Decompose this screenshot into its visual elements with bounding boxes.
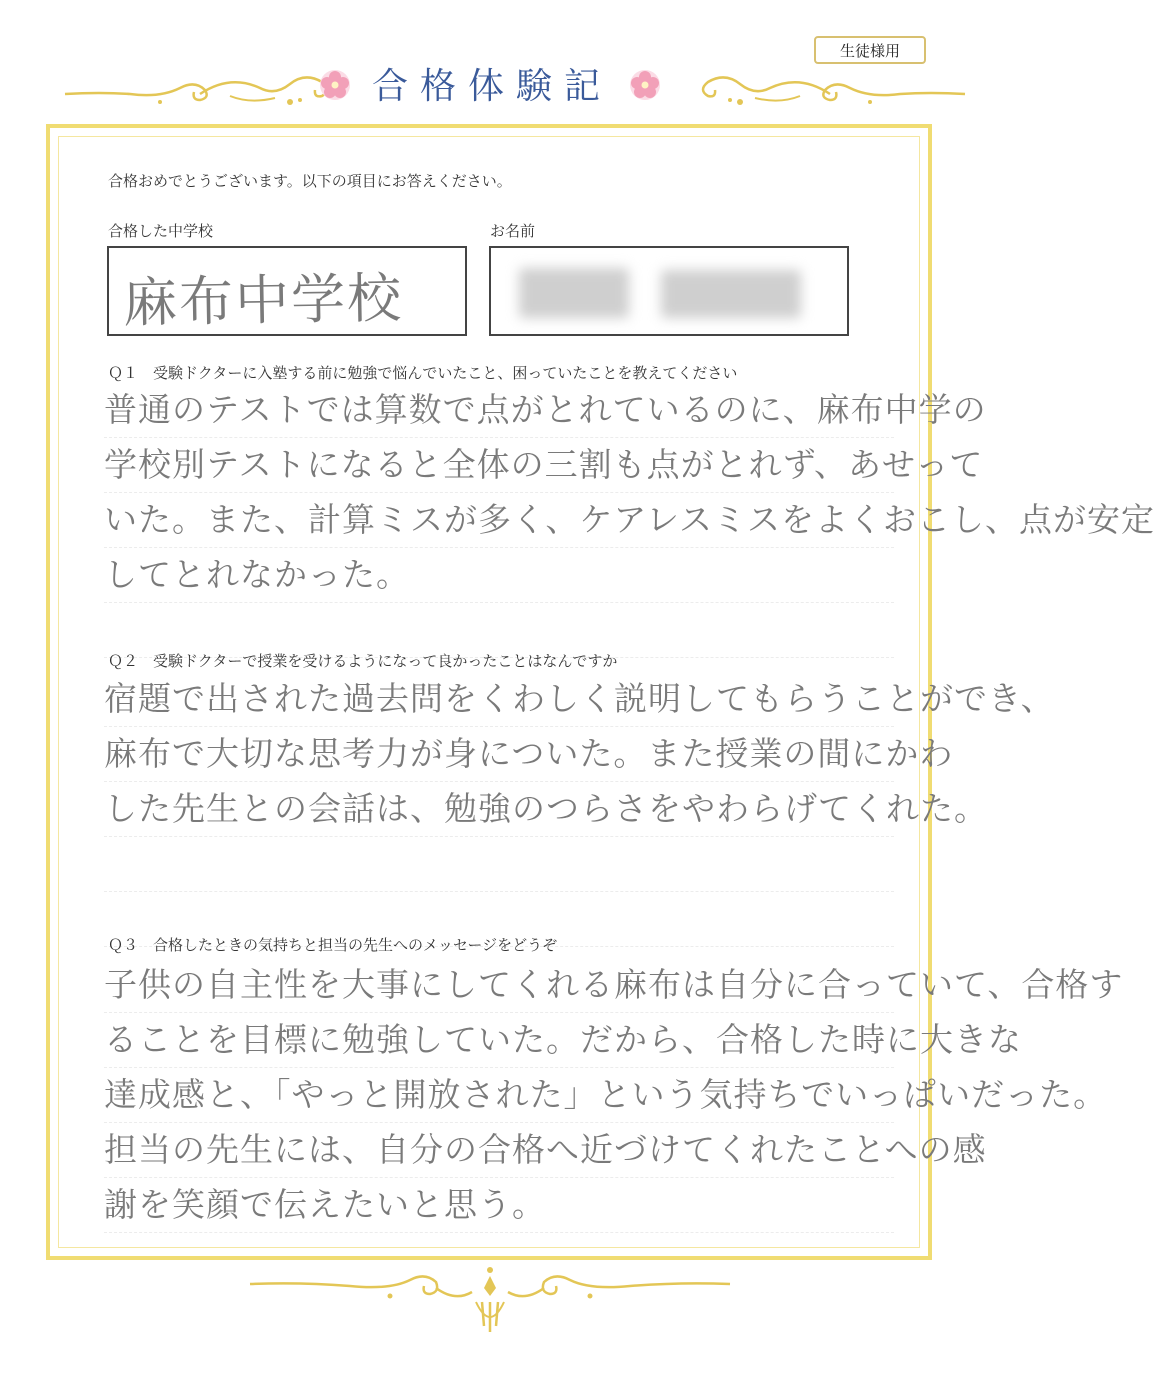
answer-line: してとれなかった。	[104, 548, 894, 603]
title-header	[0, 56, 980, 116]
redaction-blur	[519, 268, 629, 318]
q2-answer	[104, 672, 1055, 947]
answer-line	[104, 837, 894, 892]
answer-line: 担当の先生には、自分の合格へ近づけてくれたことへの感	[104, 1123, 894, 1178]
answer-line: した先生との会話は、勉強のつらさをやわらげてくれた。	[104, 782, 894, 837]
audience-badge: 生徒様用	[814, 36, 926, 64]
q2-question: Ｑ２ 受験ドクターで授業を受けるようになって良かったことはなんですか	[108, 652, 618, 670]
answer-line: 普通のテストでは算数で点がとれているのに、麻布中学の	[104, 383, 894, 438]
school-box	[107, 246, 467, 336]
school-label: 合格した中学校	[108, 222, 214, 240]
q1-question: Ｑ１ 受験ドクターに入塾する前に勉強で悩んでいたこと、困っていたことを教えてください	[108, 364, 738, 382]
right-flower-icon	[628, 68, 662, 102]
answer-line: 達成感と、「やっと開放された」という気持ちでいっぱいだった。	[104, 1068, 894, 1123]
school-handwritten-value: 麻布中学校	[122, 266, 404, 335]
answer-line: 謝を笑顔で伝えたいと思う。	[104, 1178, 894, 1233]
intro-text: 合格おめでとうございます。以下の項目にお答えください。	[108, 172, 512, 190]
answer-line: 麻布で大切な思考力が身についた。また授業の間にかわ	[104, 727, 894, 782]
q3-answer	[104, 958, 1124, 1233]
right-scroll-ornament-icon	[670, 64, 970, 112]
answer-line: 学校別テストになると全体の三割も点がとれず、あせって	[104, 438, 894, 493]
name-label: お名前	[490, 222, 536, 240]
name-box-redacted	[489, 246, 849, 336]
left-scroll-ornament-icon	[60, 64, 360, 112]
answer-line: 宿題で出された過去問をくわしく説明してもらうことができ、	[104, 672, 894, 727]
page-title: 合格体験記	[372, 66, 613, 107]
q1-answer	[104, 383, 1155, 658]
answer-line: ることを目標に勉強していた。だから、合格した時に大きな	[104, 1013, 894, 1068]
bottom-scroll-ornament-icon	[240, 1262, 740, 1342]
answer-line: 子供の自主性を大事にしてくれる麻布は自分に合っていて、合格す	[104, 958, 894, 1013]
left-flower-icon	[318, 68, 352, 102]
q3-question: Ｑ３ 合格したときの気持ちと担当の先生へのメッセージをどうぞ	[108, 936, 558, 954]
redaction-blur	[661, 270, 801, 318]
answer-line: いた。また、計算ミスが多く、ケアレスミスをよくおこし、点が安定	[104, 493, 894, 548]
